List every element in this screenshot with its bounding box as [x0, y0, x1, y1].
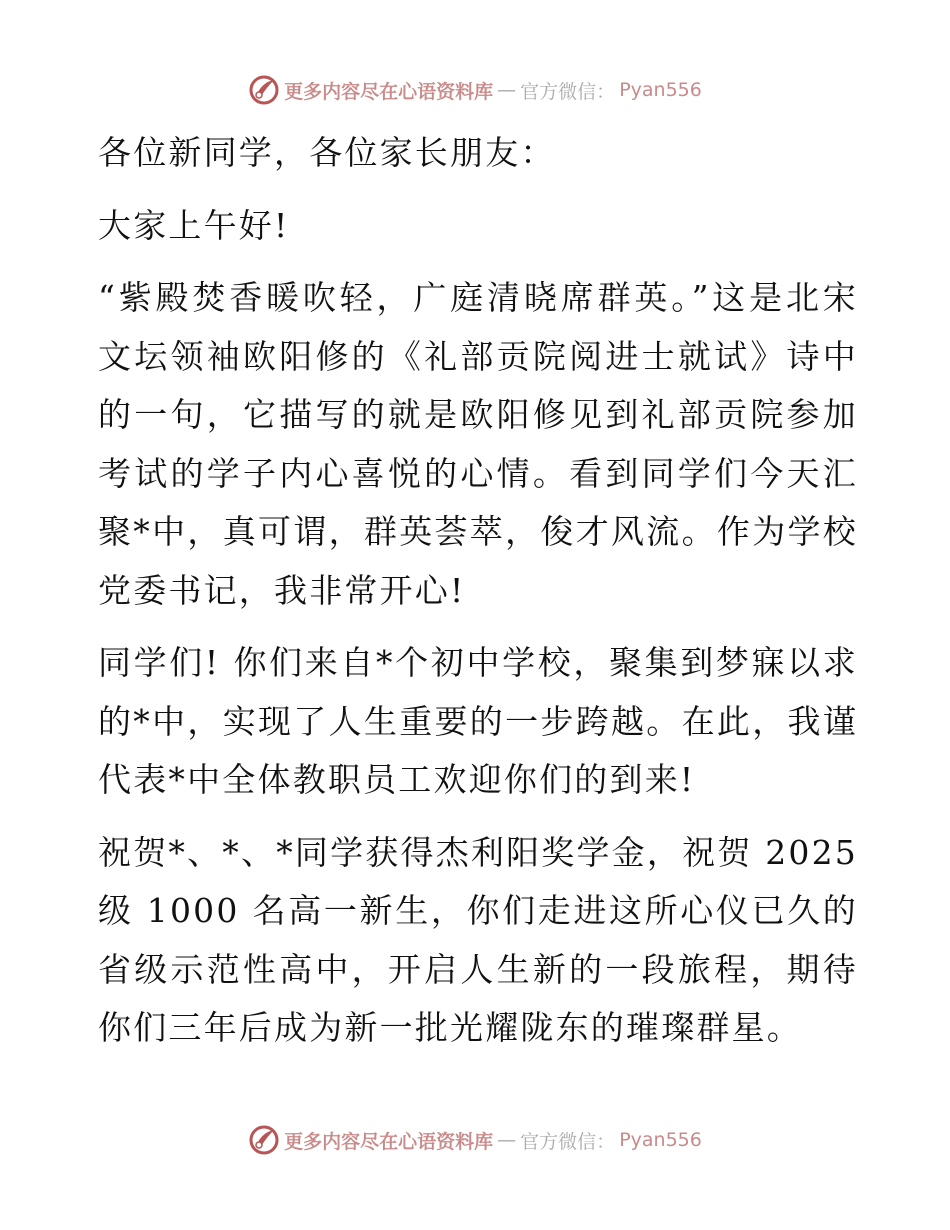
header-separator: —: [497, 79, 517, 101]
footer-wechat-id: Pyan556: [619, 1129, 702, 1151]
footer-brand-text: 更多内容尽在心语资料库: [284, 1130, 494, 1153]
greeting: 大家上午好!: [98, 205, 290, 245]
paragraph-1: “紫殿焚香暖吹轻，广庭清晓席群英。”这是北宋文坛领袖欧阳修的《礼部贡院阅进士就试》诗中的一句，它描写的就是欧阳修见到礼部贡院参加考试的学子内心喜悦的心情。看到同学们今天汇聚*中，真可谓，群英荟萃，俊才风流。作为学校党委书记，我非常开心!: [98, 278, 858, 610]
brand-logo-icon: [248, 1124, 280, 1156]
document-body: [98, 124, 858, 1072]
footer-separator: —: [497, 1129, 517, 1151]
paragraph-2: 同学们! 你们来自*个初中学校，聚集到梦寐以求的*中，实现了人生重要的一步跨越。在此，我谨代表*中全体教职员工欢迎你们的到来!: [98, 643, 858, 799]
footer-wechat-label: 官方微信：: [520, 1130, 616, 1153]
brand-logo-icon: [248, 74, 280, 106]
salutation: 各位新同学，各位家长朋友：: [98, 133, 556, 172]
header-wechat-id: Pyan556: [619, 79, 702, 101]
header-brand-text: 更多内容尽在心语资料库: [284, 80, 494, 103]
header-watermark: [0, 70, 950, 110]
footer-watermark: [0, 1120, 950, 1160]
header-wechat-label: 官方微信：: [520, 80, 616, 103]
paragraph-3: 祝贺*、*、*同学获得杰利阳奖学金，祝贺 2025 级 1000 名高一新生，你们走进这所心仪已久的省级示范性高中，开启人生新的一段旅程，期待你们三年后成为新一批光耀陇东的璀璨群星。: [98, 832, 858, 1047]
